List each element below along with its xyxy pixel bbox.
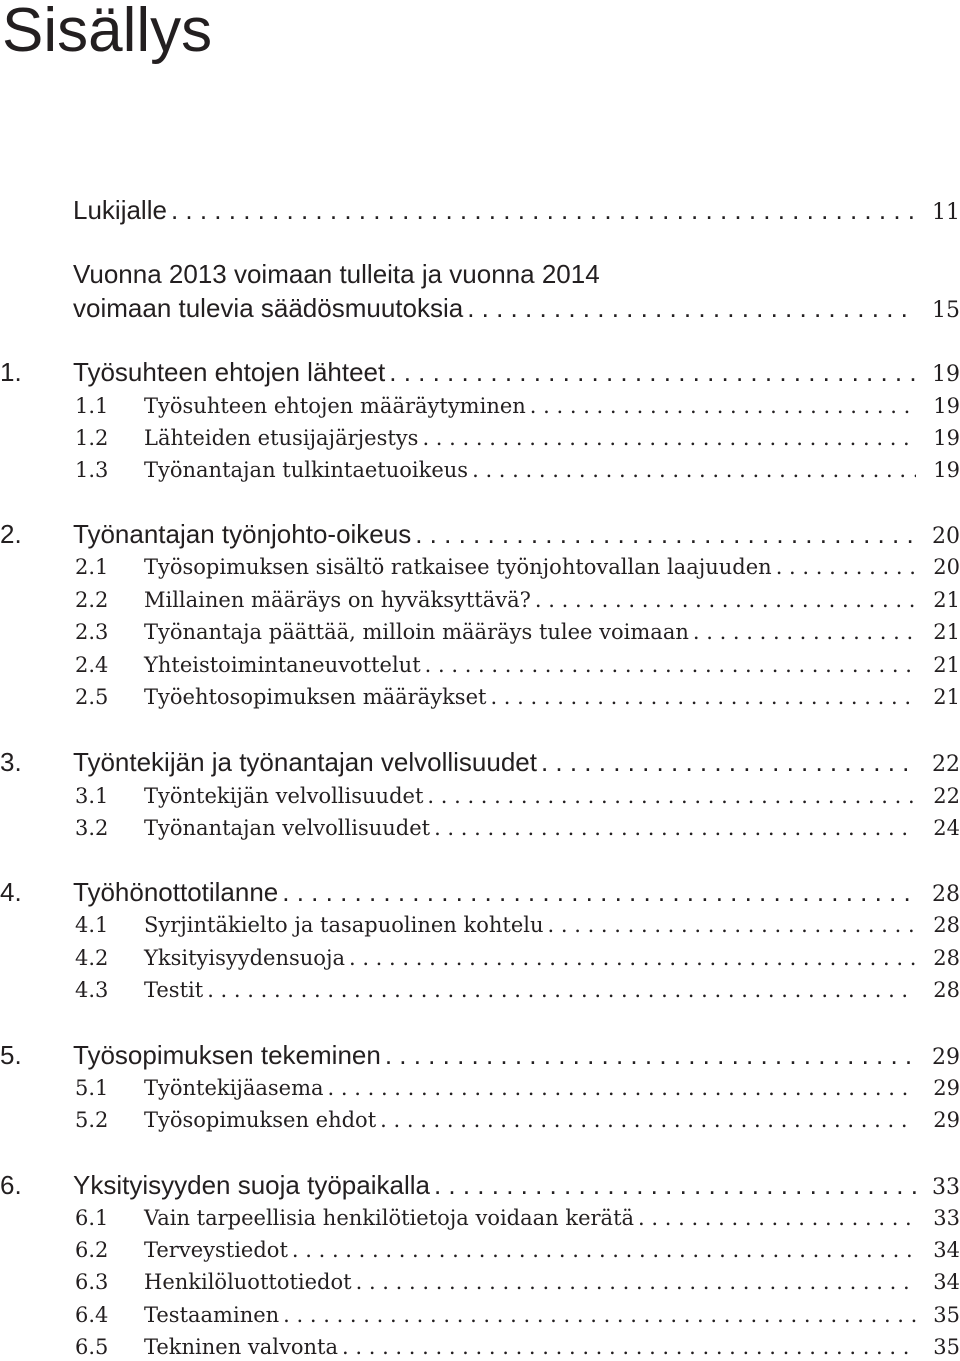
toc-page-number: 21 bbox=[933, 653, 960, 677]
toc-chapter-6[interactable] bbox=[0, 1170, 960, 1203]
toc-page-number: 28 bbox=[932, 882, 960, 907]
section-title: Yhteistoimintaneuvottelut bbox=[144, 653, 421, 677]
section-title: Yksityisyydensuoja bbox=[144, 946, 345, 970]
page-title: Sisällys bbox=[2, 0, 213, 65]
section-number: 5.2 bbox=[75, 1108, 109, 1132]
chapter-title: Työsuhteen ehtojen lähteet bbox=[73, 357, 386, 387]
toc-page-number: 19 bbox=[933, 458, 960, 482]
section-title: Työehtosopimuksen määräykset bbox=[144, 685, 487, 709]
dot-leader bbox=[535, 586, 916, 614]
chapter-title: Työnantajan työnjohto-oikeus bbox=[73, 519, 412, 549]
toc-section-6-2[interactable] bbox=[0, 1236, 960, 1264]
chapter-number: 1. bbox=[0, 357, 22, 387]
dot-leader bbox=[349, 944, 916, 972]
section-number: 3.2 bbox=[75, 816, 109, 840]
dot-leader bbox=[207, 976, 916, 1004]
dot-leader bbox=[328, 1074, 916, 1102]
dot-leader bbox=[427, 782, 916, 810]
toc-page-number: 28 bbox=[933, 978, 960, 1002]
toc-section-2-4[interactable] bbox=[0, 651, 960, 679]
toc-chapter-2[interactable] bbox=[0, 519, 960, 552]
toc-section-2-1[interactable] bbox=[0, 553, 960, 581]
toc-page-number: 24 bbox=[933, 816, 960, 840]
section-number: 3.1 bbox=[75, 784, 109, 808]
dot-leader bbox=[467, 293, 916, 323]
toc-section-6-4[interactable] bbox=[0, 1301, 960, 1329]
section-number: 6.4 bbox=[75, 1303, 109, 1327]
toc-chapter-1[interactable] bbox=[0, 357, 960, 390]
chapter-number: 3. bbox=[0, 747, 22, 777]
chapter-number: 6. bbox=[0, 1170, 22, 1200]
section-title: Työsuhteen ehtojen määräytyminen bbox=[144, 394, 526, 418]
section-number: 1.3 bbox=[75, 458, 109, 482]
toc-entry-lukijalle[interactable] bbox=[0, 195, 960, 228]
section-number: 2.4 bbox=[75, 653, 109, 677]
toc-section-6-5[interactable] bbox=[0, 1333, 960, 1361]
section-number: 2.1 bbox=[75, 555, 109, 579]
toc-section-2-2[interactable] bbox=[0, 586, 960, 614]
section-number: 1.1 bbox=[75, 394, 109, 418]
chapter-title: Työhönottotilanne bbox=[73, 877, 279, 907]
toc-section-6-1[interactable] bbox=[0, 1204, 960, 1232]
section-number: 2.2 bbox=[75, 588, 109, 612]
dot-leader bbox=[434, 1170, 916, 1200]
chapter-number: 2. bbox=[0, 519, 22, 549]
toc-chapter-5[interactable] bbox=[0, 1040, 960, 1073]
toc-section-1-2[interactable] bbox=[0, 424, 960, 452]
dot-leader bbox=[776, 553, 916, 581]
dot-leader bbox=[385, 1040, 916, 1070]
dot-leader bbox=[389, 357, 916, 387]
section-number: 6.3 bbox=[75, 1270, 109, 1294]
section-title: Työsopimuksen sisältö ratkaisee työnjohtovallan laajuuden bbox=[144, 555, 772, 579]
toc-entry-saadosmuutokset[interactable] bbox=[0, 259, 960, 323]
chapter-number: 5. bbox=[0, 1040, 22, 1070]
toc-entry-title-line2: voimaan tulevia säädösmuutoksia bbox=[73, 293, 464, 323]
section-number: 1.2 bbox=[75, 426, 109, 450]
toc-page-number: 28 bbox=[933, 913, 960, 937]
dot-leader bbox=[693, 618, 916, 646]
toc-page-number: 19 bbox=[933, 394, 960, 418]
dot-leader bbox=[425, 651, 916, 679]
dot-leader bbox=[283, 1301, 916, 1329]
section-number: 2.5 bbox=[75, 685, 109, 709]
section-title: Terveystiedot bbox=[144, 1238, 288, 1262]
toc-chapter-3[interactable] bbox=[0, 747, 960, 780]
toc-section-5-2[interactable] bbox=[0, 1106, 960, 1134]
section-number: 4.3 bbox=[75, 978, 109, 1002]
toc-page-number: 20 bbox=[933, 555, 960, 579]
dot-leader bbox=[292, 1236, 916, 1264]
toc-section-4-1[interactable] bbox=[0, 911, 960, 939]
dot-leader bbox=[171, 195, 916, 225]
toc-page-number: 33 bbox=[932, 1175, 960, 1200]
chapter-number: 4. bbox=[0, 877, 22, 907]
toc-section-4-2[interactable] bbox=[0, 944, 960, 972]
toc-page-number: 15 bbox=[932, 298, 960, 323]
section-title: Testit bbox=[144, 978, 204, 1002]
toc-page-number: 34 bbox=[933, 1238, 960, 1262]
toc-section-3-2[interactable] bbox=[0, 814, 960, 842]
section-number: 5.1 bbox=[75, 1076, 109, 1100]
toc-page-number: 29 bbox=[933, 1076, 960, 1100]
section-title: Työnantajan velvollisuudet bbox=[144, 816, 431, 840]
section-number: 6.2 bbox=[75, 1238, 109, 1262]
section-title: Lähteiden etusijajärjestys bbox=[144, 426, 419, 450]
chapter-title: Työsopimuksen tekeminen bbox=[73, 1040, 381, 1070]
dot-leader bbox=[548, 911, 916, 939]
section-number: 6.5 bbox=[75, 1335, 109, 1359]
section-title: Työntekijän velvollisuudet bbox=[144, 784, 424, 808]
section-number: 2.3 bbox=[75, 620, 109, 644]
chapter-title: Yksityisyyden suoja työpaikalla bbox=[73, 1170, 430, 1200]
toc-page-number: 28 bbox=[933, 946, 960, 970]
toc-page-number: 19 bbox=[932, 362, 960, 387]
dot-leader bbox=[356, 1268, 916, 1296]
toc-page-number: 35 bbox=[933, 1335, 960, 1359]
toc-page-number: 19 bbox=[933, 426, 960, 450]
toc-section-2-3[interactable] bbox=[0, 618, 960, 646]
toc-section-6-3[interactable] bbox=[0, 1268, 960, 1296]
toc-section-3-1[interactable] bbox=[0, 782, 960, 810]
dot-leader bbox=[490, 683, 916, 711]
toc-page-number: 21 bbox=[933, 620, 960, 644]
toc-page-number: 33 bbox=[933, 1206, 960, 1230]
toc-page-number: 29 bbox=[932, 1045, 960, 1070]
section-title: Syrjintäkielto ja tasapuolinen kohtelu bbox=[144, 913, 544, 937]
section-title: Millainen määräys on hyväksyttävä? bbox=[144, 588, 531, 612]
toc-entry-title-line1: Vuonna 2013 voimaan tulleita ja vuonna 2014 bbox=[73, 259, 600, 289]
section-number: 6.1 bbox=[75, 1206, 109, 1230]
toc-chapter-4[interactable] bbox=[0, 877, 960, 910]
toc-section-5-1[interactable] bbox=[0, 1074, 960, 1102]
toc-section-2-5[interactable] bbox=[0, 683, 960, 711]
toc-page-number: 21 bbox=[933, 588, 960, 612]
section-title: Työntekijäasema bbox=[144, 1076, 324, 1100]
toc-page-number: 34 bbox=[933, 1270, 960, 1294]
dot-leader bbox=[638, 1204, 916, 1232]
dot-leader bbox=[434, 814, 916, 842]
toc-page-number: 22 bbox=[933, 784, 960, 808]
toc-page-number: 11 bbox=[932, 200, 960, 225]
dot-leader bbox=[380, 1106, 916, 1134]
toc-page-number: 20 bbox=[932, 524, 960, 549]
toc-entry-title: Lukijalle bbox=[73, 195, 167, 225]
section-title: Työnantajan tulkintaetuoikeus bbox=[144, 458, 469, 482]
dot-leader bbox=[415, 519, 916, 549]
section-number: 4.1 bbox=[75, 913, 109, 937]
dot-leader bbox=[541, 747, 916, 777]
toc-page-number: 35 bbox=[933, 1303, 960, 1327]
chapter-title: Työntekijän ja työnantajan velvollisuudet bbox=[73, 747, 537, 777]
toc-section-1-1[interactable] bbox=[0, 392, 960, 420]
toc-section-1-3[interactable] bbox=[0, 456, 960, 484]
section-title: Henkilöluottotiedot bbox=[144, 1270, 352, 1294]
toc-page-number: 22 bbox=[932, 752, 960, 777]
toc-section-4-3[interactable] bbox=[0, 976, 960, 1004]
section-number: 4.2 bbox=[75, 946, 109, 970]
section-title: Tekninen valvonta bbox=[144, 1335, 339, 1359]
section-title: Testaaminen bbox=[144, 1303, 280, 1327]
dot-leader bbox=[342, 1333, 916, 1361]
section-title: Työsopimuksen ehdot bbox=[144, 1108, 377, 1132]
dot-leader bbox=[530, 392, 916, 420]
section-title: Vain tarpeellisia henkilötietoja voidaan kerätä bbox=[144, 1206, 635, 1230]
toc-page-number: 21 bbox=[933, 685, 960, 709]
dot-leader bbox=[422, 424, 916, 452]
section-title: Työnantaja päättää, milloin määräys tulee voimaan bbox=[144, 620, 689, 644]
dot-leader bbox=[472, 456, 916, 484]
toc-page-number: 29 bbox=[933, 1108, 960, 1132]
dot-leader bbox=[282, 877, 916, 907]
